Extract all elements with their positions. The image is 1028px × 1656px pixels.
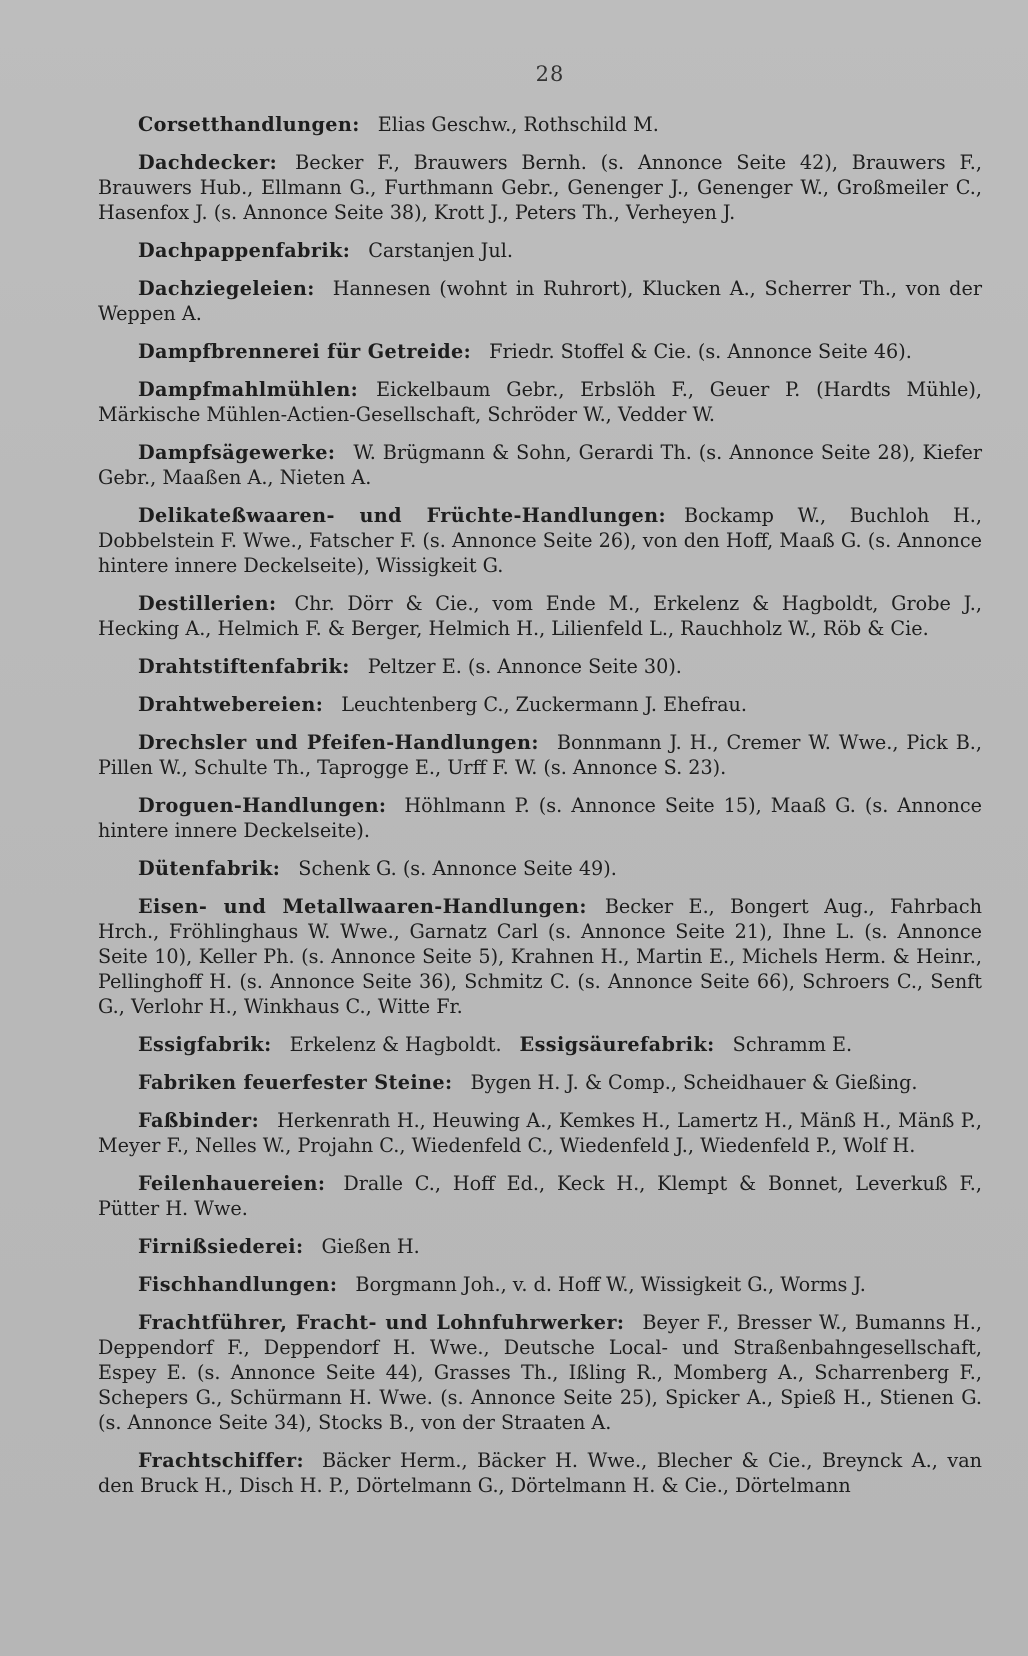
entry: Frachtschiffer: Bäcker Herm., Bäcker H. Wwe., Blecher & Cie., Breynck A., van den Bruck H., Disch H. P., Dörtelmann G., Dörtelmann H. & Cie., Dörtelmann — [98, 1449, 982, 1497]
entry: Frachtführer, Fracht- und Lohnfuhrwerker: Beyer F., Bresser W., Bumanns H., Deppendorf F., Deppendorf H. Wwe., Deutsche Local- und Straßenbahngesellschaft, Espey E. (s. Annonce Seite 44), Grasses Th., Ißling R., Momberg A., Scharrenberg F., Schepers G., Schürmann H. Wwe. (s. Annonce Seite 25), Spicker A., Spieß H., Stienen G. (s. Annonce Seite 34), Stocks B., von der Straaten A. — [98, 1311, 982, 1434]
entry: Dachpappenfabrik: Carstanjen Jul. — [138, 239, 513, 262]
entries-list — [98, 112, 982, 1498]
entry: Feilenhauereien: Dralle C., Hoff Ed., Keck H., Klempt & Bonnet, Leverkuß F., Pütter H. Wwe. — [98, 1172, 982, 1220]
entry: Dachziegeleien: Hannesen (wohnt in Ruhrort), Klucken A., Scherrer Th., von der Weppen A. — [98, 277, 982, 325]
entry: Dampfmahlmühlen: Eickelbaum Gebr., Erbslöh F., Geuer P. (Hardts Mühle), Märkische Mühlen-Actien-Gesellschaft, Schröder W., Vedder W. — [98, 378, 982, 426]
entry: Delikateßwaaren- und Früchte-Handlungen: Bockamp W., Buchloh H., Dobbelstein F. Wwe., Fatscher F. (s. Annonce Seite 26), von den Hoff, Maaß G. (s. Annonce hintere innere Deckelseite), Wissigkeit G. — [98, 504, 982, 577]
entry: Dampfsägewerke: W. Brügmann & Sohn, Gerardi Th. (s. Annonce Seite 28), Kiefer Gebr., Maaßen A., Nieten A. — [98, 441, 982, 489]
entry: Drechsler und Pfeifen-Handlungen: Bonnmann J. H., Cremer W. Wwe., Pick B., Pillen W., Schulte Th., Taprogge E., Urff F. W. (s. Annonce S. 23). — [98, 731, 983, 779]
entry: Faßbinder: Herkenrath H., Heuwing A., Kemkes H., Lamertz H., Mänß H., Mänß P., Meyer F., Nelles W., Projahn C., Wiedenfeld C., Wiedenfeld J., Wiedenfeld P., Wolf H. — [98, 1109, 982, 1157]
entry: Fischhandlungen: Borgmann Joh., v. d. Hoff W., Wissigkeit G., Worms J. — [138, 1273, 866, 1296]
entry: Eisen- und Metallwaaren-Handlungen: Becker E., Bongert Aug., Fahrbach Hrch., Fröhlinghaus W. Wwe., Garnatz Carl (s. Annonce Seite 21), Ihne L. (s. Annonce Seite 10), Keller Ph. (s. Annonce Seite 5), Krahnen H., Martin E., Michels Herm. & Heinr., Pellinghoff H. (s. Annonce Seite 36), Schmitz C. (s. Annonce Seite 66), Schroers C., Senft G., Verlohr H., Winkhaus C., Witte Fr. — [98, 895, 982, 1018]
entry: Dachdecker: Becker F., Brauwers Bernh. (s. Annonce Seite 42), Brauwers F., Brauwers Hub., Ellmann G., Furthmann Gebr., Genenger J., Genenger W., Großmeiler C., Hasenfox J. (s. Annonce Seite 38), Krott J., Peters Th., Verheyen J. — [98, 151, 982, 224]
entry: Dütenfabrik: Schenk G. (s. Annonce Seite 49). — [138, 857, 617, 880]
page-number: 28 — [535, 62, 565, 86]
entry: Drahtstiftenfabrik: Peltzer E. (s. Annonce Seite 30). — [138, 655, 682, 678]
entry: Dampfbrennerei für Getreide: Friedr. Stoffel & Cie. (s. Annonce Seite 46). — [138, 340, 912, 363]
entry: Firnißsiederei: Gießen H. — [138, 1235, 420, 1258]
entry: Essigfabrik: Erkelenz & Hagboldt. Essigsäurefabrik: Schramm E. — [138, 1033, 853, 1056]
entry: Corsetthandlungen: Elias Geschw., Rothschild M. — [138, 113, 659, 136]
entry: Droguen-Handlungen: Höhlmann P. (s. Annonce Seite 15), Maaß G. (s. Annonce hintere innere Deckelseite). — [98, 794, 982, 842]
entry: Drahtwebereien: Leuchtenberg C., Zuckermann J. Ehefrau. — [138, 693, 747, 716]
entry: Fabriken feuerfester Steine: Bygen H. J. & Comp., Scheidhauer & Gießing. — [138, 1071, 918, 1094]
entry: Destillerien: Chr. Dörr & Cie., vom Ende M., Erkelenz & Hagboldt, Grobe J., Hecking A., Helmich F. & Berger, Helmich H., Lilienfeld L., Rauchholz W., Röb & Cie. — [98, 592, 982, 640]
